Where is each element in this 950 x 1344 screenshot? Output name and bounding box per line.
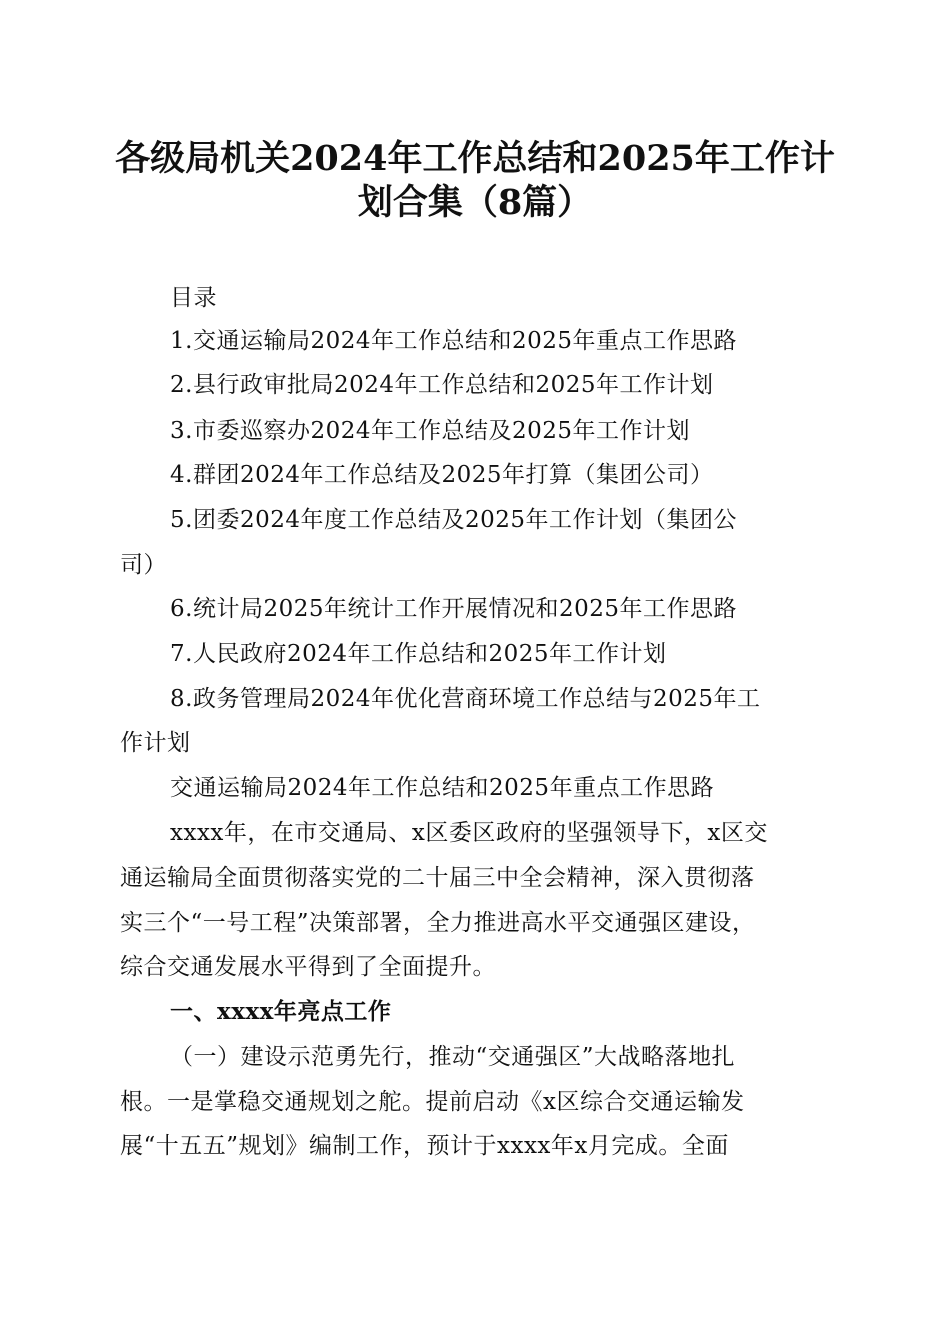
paragraph-1-line-1: （一）建设示范勇先行，推动“交通强区”大战略落地扎 — [170, 1044, 736, 1070]
intro-line-3: 实三个“一号工程”决策部署，全力推进高水平交通强区建设， — [120, 910, 756, 936]
intro-line-4: 综合交通发展水平得到了全面提升。 — [120, 954, 496, 980]
toc-item-3: 3.市委巡察办2024年工作总结及2025年工作计划 — [170, 418, 691, 444]
toc-item-5-continued: 司） — [120, 552, 167, 578]
toc-item-7: 7.人民政府2024年工作总结和2025年工作计划 — [170, 641, 667, 667]
intro-line-1: xxxx年，在市交通局、x区委区政府的坚强领导下，x区交 — [170, 820, 768, 846]
heading-1: 一、xxxx年亮点工作 — [170, 998, 392, 1025]
toc-item-1: 1.交通运输局2024年工作总结和2025年重点工作思路 — [170, 328, 738, 354]
toc-heading: 目录 — [170, 285, 217, 311]
toc-item-6: 6.统计局2025年统计工作开展情况和2025年工作思路 — [170, 596, 738, 622]
paragraph-1-line-2: 根。一是掌稳交通规划之舵。提前启动《x区综合交通运输发 — [120, 1089, 745, 1115]
toc-item-5: 5.团委2024年度工作总结及2025年工作计划（集团公 — [170, 507, 738, 533]
toc-item-8-continued: 作计划 — [120, 730, 191, 756]
paragraph-1-line-3: 展“十五五”规划》编制工作，预计于xxxx年x月完成。全面 — [120, 1133, 729, 1159]
toc-item-2: 2.县行政审批局2024年工作总结和2025年工作计划 — [170, 372, 714, 398]
section-title: 交通运输局2024年工作总结和2025年重点工作思路 — [170, 775, 715, 801]
document-title-line-1: 各级局机关2024年工作总结和2025年工作计 — [115, 138, 835, 179]
toc-item-8: 8.政务管理局2024年优化营商环境工作总结与2025年工 — [170, 686, 761, 712]
document-title-line-2: 划合集（8篇） — [357, 182, 593, 223]
toc-item-4: 4.群团2024年工作总结及2025年打算（集团公司） — [170, 462, 714, 488]
intro-line-2: 通运输局全面贯彻落实党的二十届三中全会精神，深入贯彻落 — [120, 865, 755, 891]
